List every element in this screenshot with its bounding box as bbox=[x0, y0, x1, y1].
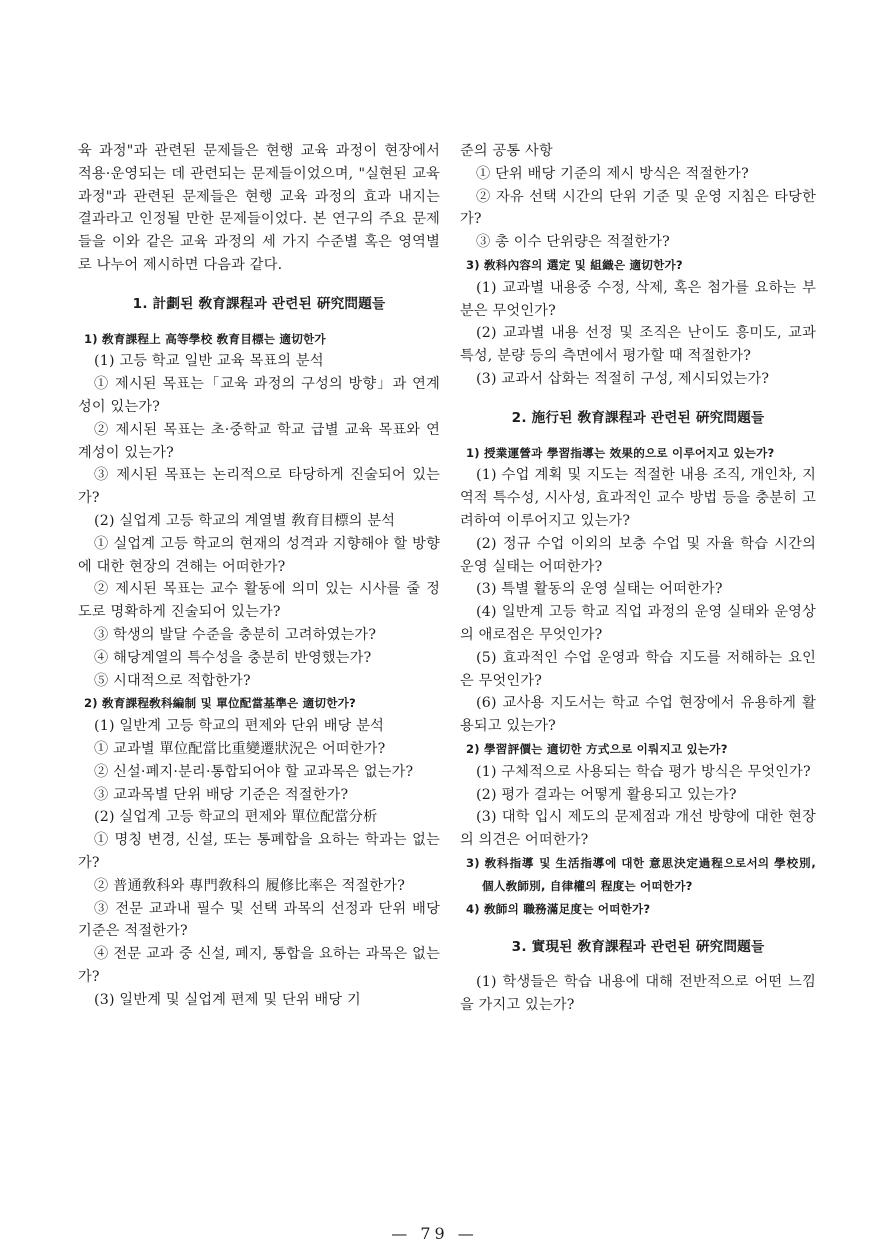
list-item: (1) 교과별 내용중 수정, 삭제, 혹은 첨가를 요하는 부분은 무엇인가? bbox=[460, 279, 816, 319]
section-heading-planned: 1. 計劃된 敎育課程과 관련된 硏究問題들 bbox=[132, 295, 386, 312]
list-item: ② 자유 선택 시간의 단위 기준 및 운영 지침은 타당한가? bbox=[460, 188, 816, 228]
subheading: 2) 敎育課程敎科編制 및 單位配當基準은 適切한가? bbox=[84, 696, 356, 711]
list-item: (2) 실업계 고등 학교의 계열별 敎育目標의 분석 bbox=[94, 512, 396, 529]
list-item: ① 제시된 목표는「교육 과정의 구성의 방향」과 연계성이 있는가? bbox=[78, 376, 440, 415]
list-item: ① 실업계 고등 학교의 현재의 성격과 지향해야 할 방향에 대한 현장의 견해는 어떠한가? bbox=[78, 535, 440, 575]
list-item: ④ 해당계열의 특수성을 충분히 반영했는가? bbox=[94, 649, 372, 666]
list-item: ① 교과별 單位配當比重變遷狀況은 어떠한가? bbox=[94, 740, 386, 757]
intro-paragraph: 육 과정"과 관련된 문제들은 현행 교육 과정이 현장에서 적용·운영되는 데 관련되는 문제들이었으며, "실현된 교육 과정"과 관련된 문제들은 현행 교육 과정의 효과 내지는 결과라고 인정될 만한 문제들이었다. 본 연구의 주요 문제들을 이와 같은 교육 과정의 세 가지 수준별 혹은 영역별로 나누어 제시하면 다음과 같다. bbox=[78, 143, 440, 273]
list-item: (3) 일반계 및 실업계 편제 및 단위 배당 기 bbox=[94, 991, 361, 1008]
list-item: (1) 구체적으로 사용되는 학습 평가 방식은 무엇인가? bbox=[476, 763, 811, 780]
list-item: ④ 전문 교과 중 신설, 폐지, 통합을 요하는 과목은 없는가? bbox=[78, 946, 440, 985]
list-item: (2) 교과별 내용 선정 및 조직은 난이도 흥미도, 교과 특성, 분량 등의 측면에서 평가할 때 적절한가? bbox=[460, 325, 816, 365]
list-item: (1) 학생들은 학습 내용에 대해 전반적으로 어떤 느낌을 가지고 있는가? bbox=[460, 974, 816, 1013]
list-item: (5) 효과적인 수업 운영과 학습 지도를 저해하는 요인은 무엇인가? bbox=[460, 649, 816, 689]
list-item: ③ 교과목별 단위 배당 기준은 적절한가? bbox=[94, 786, 349, 803]
list-item: ③ 제시된 목표는 논리적으로 타당하게 진술되어 있는가? bbox=[78, 467, 440, 507]
list-item: (2) 실업계 고등 학교의 편제와 單位配當分析 bbox=[94, 809, 378, 826]
list-item: ① 단위 배당 기준의 제시 방식은 적절한가? bbox=[476, 165, 749, 182]
list-item: ② 신설·폐지·분리·통합되어야 할 교과목은 없는가? bbox=[94, 763, 414, 780]
section-heading-implemented: 2. 施行된 敎育課程과 관련된 硏究問題들 bbox=[511, 409, 765, 426]
list-item: (1) 일반계 고등 학교의 편제와 단위 배당 분석 bbox=[94, 718, 385, 735]
page-number: — 79 — bbox=[391, 1224, 478, 1243]
subheading: 1) 授業運營과 學習指導는 效果的으로 이루어지고 있는가? bbox=[466, 445, 775, 460]
list-item: ② 제시된 목표는 초·중학교 학교 급별 교육 목표와 연계성이 있는가? bbox=[78, 421, 440, 461]
list-item: ② 제시된 목표는 교수 활동에 의미 있는 시사를 줄 정도로 명확하게 진술되어 있는가? bbox=[78, 581, 440, 621]
list-item: ③ 총 이수 단위량은 적절한가? bbox=[476, 234, 670, 251]
subheading: 3) 敎科指導 및 生活指導에 대한 意思決定過程으로서의 學校別, 個人敎師別, 自律權의 程度는 어떠한가? bbox=[466, 855, 816, 893]
list-item: (3) 교과서 삽화는 적절히 구성, 제시되었는가? bbox=[476, 370, 770, 387]
list-item: (3) 대학 입시 제도의 문제점과 개선 방향에 대한 현장의 의견은 어떠한가? bbox=[460, 809, 816, 849]
right-column bbox=[460, 140, 816, 1017]
left-column bbox=[78, 140, 440, 1011]
list-item: (4) 일반계 고등 학교 직업 과정의 운영 실태와 운영상의 애로점은 무엇인가? bbox=[460, 604, 816, 643]
list-item: ⑤ 시대적으로 적합한가? bbox=[94, 672, 251, 689]
subheading: 2) 學習評價는 適切한 方式으로 이뤄지고 있는가? bbox=[466, 741, 728, 756]
list-item: (1) 고등 학교 일반 교육 목표의 분석 bbox=[94, 353, 324, 370]
list-item: (1) 수업 계획 및 지도는 적절한 내용 조직, 개인차, 지역적 특수성, 시사성, 효과적인 교수 방법 등을 충분히 고려하여 이루어지고 있는가? bbox=[460, 467, 816, 529]
list-item: (3) 특별 활동의 운영 실태는 어떠한가? bbox=[476, 581, 723, 598]
list-item: ② 普通敎科와 專門敎科의 履修比率은 적절한가? bbox=[94, 877, 406, 894]
section-heading-realized: 3. 實現된 敎育課程과 관련된 硏究問題들 bbox=[511, 939, 765, 956]
list-item: ③ 전문 교과내 필수 및 선택 과목의 선정과 단위 배당 기준은 적절한가? bbox=[78, 900, 440, 940]
subheading: 1) 敎育課程上 高等學校 敎育目標는 適切한가 bbox=[84, 331, 326, 346]
subheading: 4) 敎師의 職務滿足度는 어떠한가? bbox=[466, 901, 651, 916]
list-item: (2) 평가 결과는 어떻게 활용되고 있는가? bbox=[476, 786, 737, 803]
list-item: ① 명칭 변경, 신설, 또는 통폐합을 요하는 학과는 없는가? bbox=[78, 832, 440, 871]
list-item: (2) 정규 수업 이외의 보충 수업 및 자율 학습 시간의 운영 실태는 어떠한가? bbox=[460, 535, 816, 575]
list-item-continued: 준의 공통 사항 bbox=[460, 143, 553, 159]
list-item: (6) 교사용 지도서는 학교 수업 현장에서 유용하게 활용되고 있는가? bbox=[460, 695, 816, 735]
list-item: ③ 학생의 발달 수준을 충분히 고려하였는가? bbox=[94, 626, 377, 643]
subheading: 3) 敎科內容의 選定 및 組織은 適切한가? bbox=[466, 257, 683, 272]
